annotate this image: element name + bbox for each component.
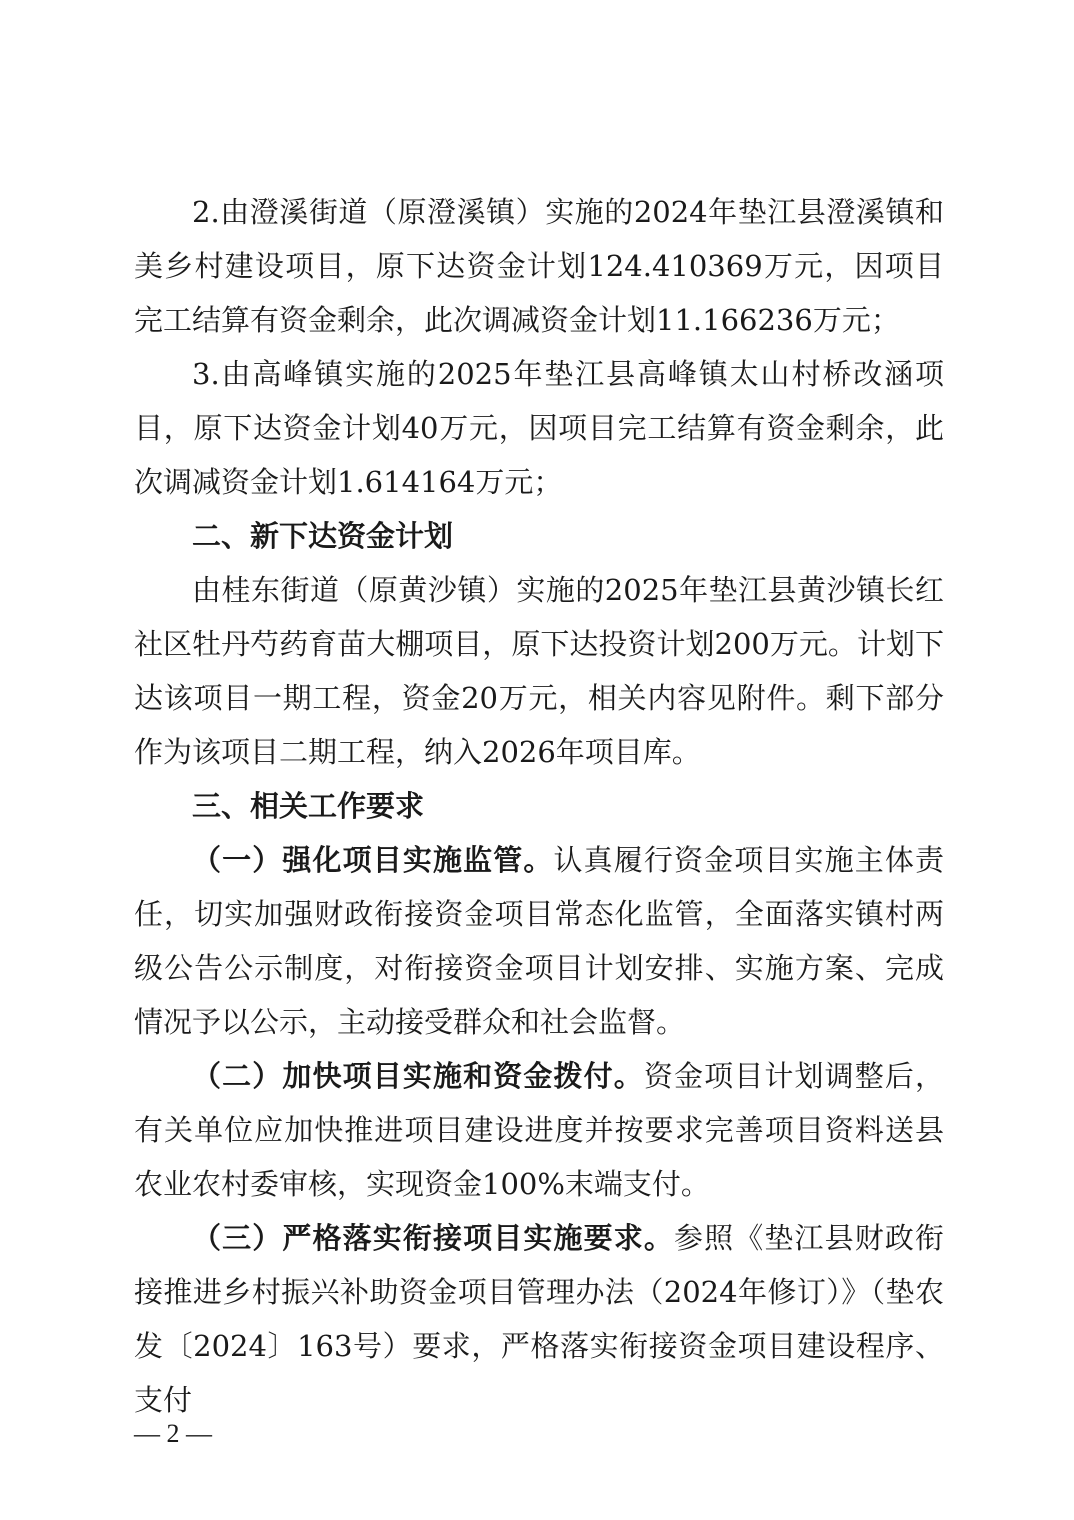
paragraph-item-2: 2.由澄溪街道（原澄溪镇）实施的2024年垫江县澄溪镇和美乡村建设项目，原下达资金计划124.410369万元，因项目完工结算有资金剩余，此次调减资金计划11.166236万元； xyxy=(134,195,944,337)
requirement-1-text: 认真履行资金项目实施主体责任，切实加强财政衔接资金项目常态化监管，全面落实镇村两级公告公示制度，对衔接资金项目计划安排、实施方案、完成情况予以公示，主动接受群众和社会监督。 xyxy=(134,843,944,1039)
requirement-2-lead: （二）加快项目实施和资金拨付。 xyxy=(192,1059,644,1093)
requirement-1-lead: （一）强化项目实施监管。 xyxy=(192,843,554,877)
paragraph-requirement-3 xyxy=(134,1211,944,1427)
section-heading-3: 三、相关工作要求 xyxy=(192,789,425,823)
paragraph-requirement-2 xyxy=(134,1049,944,1211)
section-heading-2: 二、新下达资金计划 xyxy=(192,519,454,553)
paragraph-new-plan: 由桂东街道（原黄沙镇）实施的2025年垫江县黄沙镇长红社区牡丹芍药育苗大棚项目，原下达投资计划200万元。计划下达该项目一期工程，资金20万元，相关内容见附件。剩下部分作为该项目二期工程，纳入2026年项目库。 xyxy=(134,573,944,769)
paragraph-requirement-1 xyxy=(134,833,944,1049)
requirement-2-text: 资金项目计划调整后，有关单位应加快推进项目建设进度并按要求完善项目资料送县农业农村委审核，实现资金100%末端支付。 xyxy=(134,1059,944,1201)
requirement-3-text: 参照《垫江县财政衔接推进乡村振兴补助资金项目管理办法（2024年修订）》（垫农发〔2024〕163号）要求，严格落实衔接资金项目建设程序、支付 xyxy=(134,1221,944,1417)
paragraph-item-3: 3.由高峰镇实施的2025年垫江县高峰镇太山村桥改涵项目，原下达资金计划40万元，因项目完工结算有资金剩余，此次调减资金计划1.614164万元； xyxy=(134,357,944,499)
document-body xyxy=(134,185,944,1427)
page-number: — 2 — xyxy=(134,1419,212,1448)
requirement-3-lead: （三）严格落实衔接项目实施要求。 xyxy=(192,1221,674,1255)
